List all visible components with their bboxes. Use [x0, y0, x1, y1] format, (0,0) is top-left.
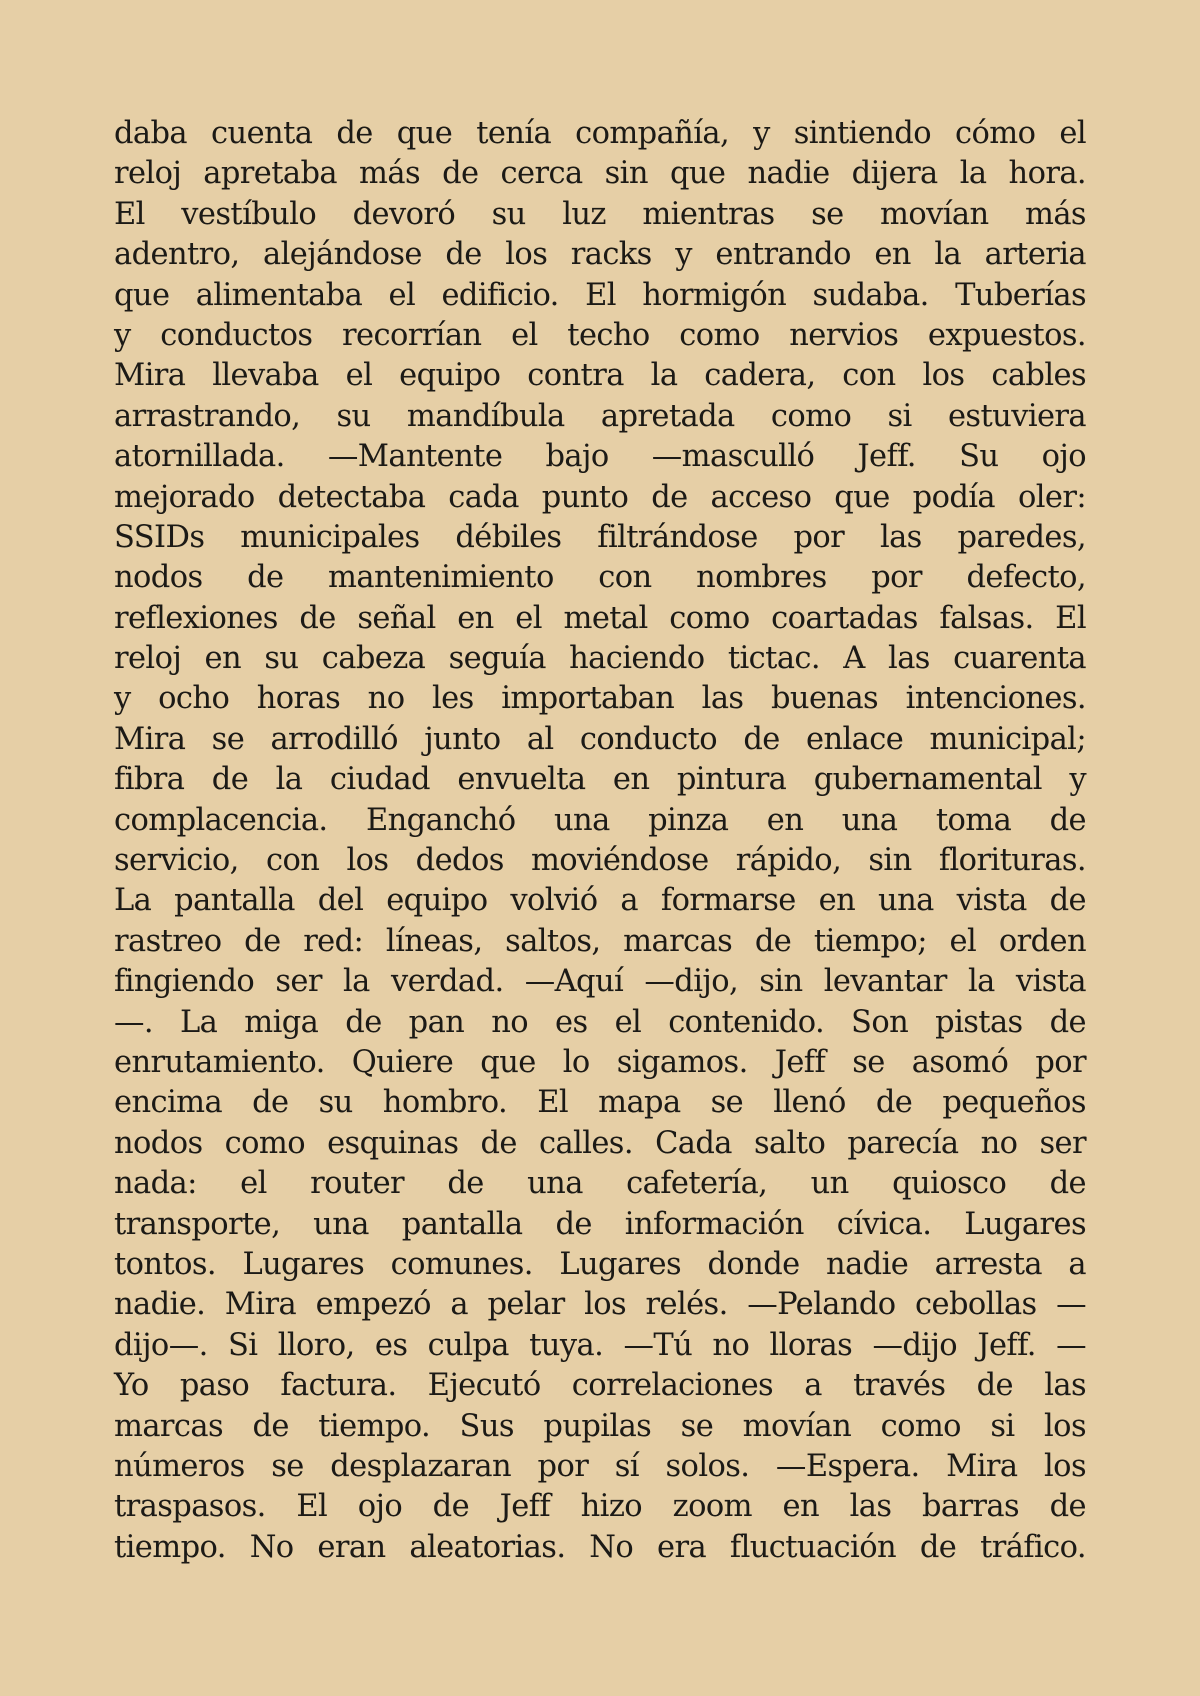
text-line: transporte, una pantalla de información cívica. Lugares [114, 1206, 1086, 1242]
text-line: traspasos. El ojo de Jeff hizo zoom en las barras de [114, 1489, 1086, 1525]
text-line: Mira se arrodilló junto al conducto de enlace municipal; [114, 721, 1086, 757]
text-line: Yo paso factura. Ejecutó correlaciones a través de las [114, 1368, 1086, 1404]
text-line: fibra de la ciudad envuelta en pintura gubernamental y [114, 762, 1086, 798]
text-line: números se desplazaran por sí solos. —Espera. Mira los [114, 1448, 1086, 1484]
text-line: nodos como esquinas de calles. Cada salto parecía no ser [114, 1125, 1086, 1161]
text-line: fingiendo ser la verdad. —Aquí —dijo, sin levantar la vista [114, 964, 1086, 1000]
text-line: dijo—. Si lloro, es culpa tuya. —Tú no lloras —dijo Jeff. — [114, 1327, 1086, 1363]
text-line: daba cuenta de que tenía compañía, y sintiendo cómo el [114, 116, 1086, 151]
text-line: enrutamiento. Quiere que lo sigamos. Jeff se asomó por [114, 1044, 1086, 1080]
text-line: nodos de mantenimiento con nombres por defecto, [114, 560, 1086, 596]
text-line: servicio, con los dedos moviéndose rápido, sin florituras. [114, 843, 1086, 879]
book-page-text [114, 114, 1086, 1568]
text-line: SSIDs municipales débiles filtrándose por las paredes, [114, 519, 1086, 555]
text-line: tontos. Lugares comunes. Lugares donde nadie arresta a [114, 1246, 1086, 1282]
text-line: nada: el router de una cafetería, un quiosco de [114, 1166, 1086, 1202]
text-line: reloj en su cabeza seguía haciendo tictac. A las cuarenta [114, 641, 1086, 677]
text-line: Mira llevaba el equipo contra la cadera, con los cables [114, 358, 1086, 394]
text-line: La pantalla del equipo volvió a formarse en una vista de [114, 883, 1086, 919]
text-line: encima de su hombro. El mapa se llenó de pequeños [114, 1085, 1086, 1121]
text-line: adentro, alejándose de los racks y entrando en la arteria [114, 237, 1086, 273]
text-line: El vestíbulo devoró su luz mientras se movían más [114, 196, 1086, 232]
text-line: y ocho horas no les importaban las buenas intenciones. [114, 681, 1086, 717]
text-line: y conductos recorrían el techo como nervios expuestos. [114, 317, 1086, 353]
text-line: reflexiones de señal en el metal como coartadas falsas. El [114, 600, 1086, 636]
text-line: reloj apretaba más de cerca sin que nadie dijera la hora. [114, 156, 1086, 192]
text-line: tiempo. No eran aleatorias. No era fluctuación de tráfico. [114, 1529, 1086, 1565]
text-line: complacencia. Enganchó una pinza en una toma de [114, 802, 1086, 838]
text-line: rastreo de red: líneas, saltos, marcas de tiempo; el orden [114, 923, 1086, 959]
text-line: nadie. Mira empezó a pelar los relés. —Pelando cebollas — [114, 1287, 1086, 1323]
text-line: —. La miga de pan no es el contenido. Son pistas de [114, 1004, 1086, 1040]
text-line: que alimentaba el edificio. El hormigón sudaba. Tuberías [114, 277, 1086, 313]
text-line: marcas de tiempo. Sus pupilas se movían como si los [114, 1408, 1086, 1444]
text-line: mejorado detectaba cada punto de acceso que podía oler: [114, 479, 1086, 515]
text-line: arrastrando, su mandíbula apretada como si estuviera [114, 398, 1086, 434]
text-line: atornillada. —Mantente bajo —masculló Jeff. Su ojo [114, 439, 1086, 475]
